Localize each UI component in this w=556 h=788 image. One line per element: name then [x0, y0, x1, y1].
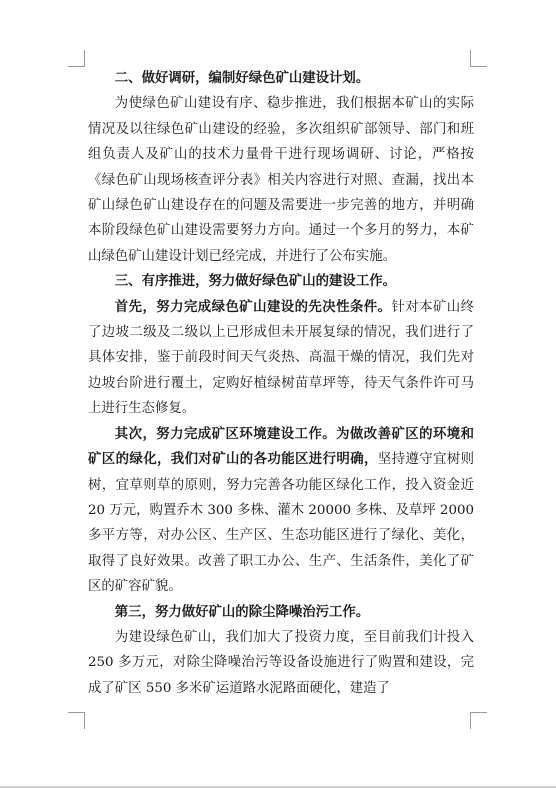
paragraph-third-lead: 第三，努力做好矿山的除尘降噪治污工作。	[114, 603, 370, 620]
paragraph-third-heading	[88, 600, 474, 625]
paragraph-research: 为使绿色矿山建设有序、稳步推进，我们根据本矿山的实际情况及以往绿色矿山建设的经验，多次组织矿部领导、部门和班组负责人及矿山的技术力量骨干进行现场调研、讨论，严格按《绿色矿山现场核查评分表》相关内容进行对照、查漏，找出本矿山绿色矿山建设存在的问题及需要进一步完善的地方，并明确本阶段绿色矿山建设需要努力方向。通过一个多月的努力，本矿山绿色矿山建设计划已经完成，并进行了公布实施。	[88, 96, 474, 264]
paragraph-first-lead: 首先，努力完成绿色矿山建设的先决性条件。	[114, 298, 392, 315]
paragraph-second-text: 坚持遵守宜树则树，宜草则草的原则，努力完善各功能区绿化工作，投入资金近 20 万元，购置乔木 300 多株、灌木 20000 多株、及草坪 2000 多平方等，对办公区、生产区、生态功能区进行了绿化、美化，取得了良好效果。改善了职工办公、生产、生活条件，美化了矿区的矿容矿貌。	[88, 452, 475, 595]
section-heading-2-text: 二、做好调研，编制好绿色矿山建设计划。	[114, 70, 370, 86]
paragraph-first-text: 针对本矿山终了边坡二级及二级以上已形成但未开展复绿的情况，我们进行了具体安排，鉴于前段时间天气炎热、高温干燥的情况，我们先对边坡台阶进行覆土，定购好植绿树苗草坪等，待天气条件许可马上进行生态修复。	[88, 299, 475, 417]
paragraph-second	[88, 422, 474, 600]
paragraph-first	[88, 295, 474, 422]
paragraph-second-lead: 其次，努力完成矿区环境建设工作。为做改善矿区的环境和矿区的绿化，我们对矿山的各功能区进行明确，	[88, 425, 474, 468]
crop-mark-top-right	[470, 50, 487, 67]
section-heading-3-text: 三、有序推进，努力做好绿色矿山的建设工作。	[114, 273, 396, 290]
section-heading-3	[88, 269, 474, 294]
crop-mark-bottom-right	[470, 712, 487, 729]
document-body	[88, 66, 474, 701]
paragraph-investment: 为建设绿色矿山，我们加大了投资力度，至目前我们计投入 250 多万元，对除尘降噪治污等设备设施进行了购置和建设，完成了矿区 550 多米矿运道路水泥路面硬化，建造了	[88, 629, 474, 696]
crop-mark-bottom-left	[68, 712, 85, 729]
crop-mark-top-left	[68, 50, 85, 67]
section-heading-2	[88, 66, 474, 91]
